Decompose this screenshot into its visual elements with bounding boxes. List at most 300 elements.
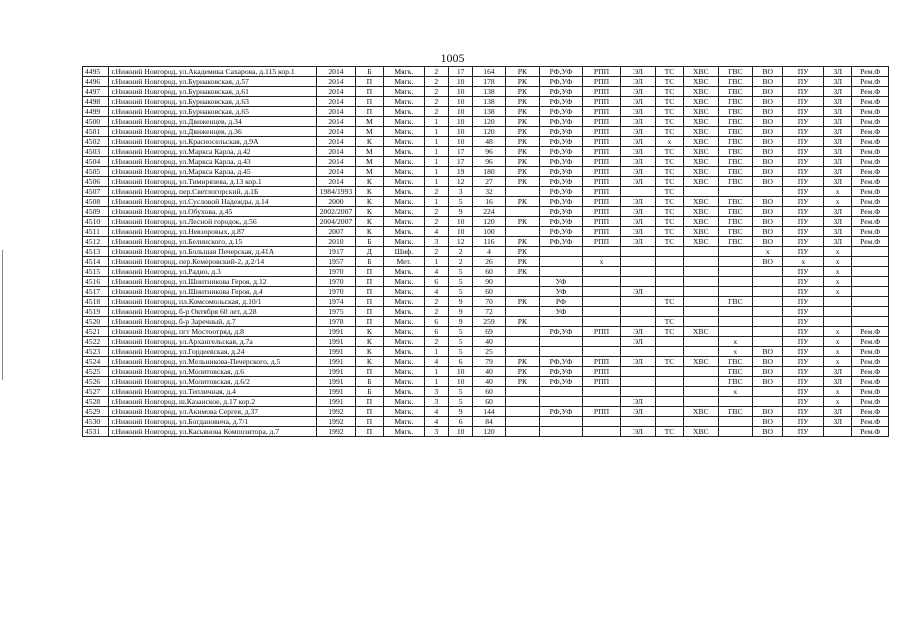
cell-wall-type: П [355, 87, 383, 97]
cell-gvs: ГВС [718, 237, 752, 247]
cell-build-year: 1991 [317, 337, 356, 347]
table-row [83, 197, 889, 207]
cell-rem-f: Рем.Ф [852, 347, 889, 357]
cell-address: г.Нижний Новгород, ул.Маркса Карла, д.43 [109, 157, 317, 167]
cell-ts [655, 397, 683, 407]
cell-row-number: 4500 [83, 117, 109, 127]
cell-ts: ТС [655, 117, 683, 127]
cell-hvs: ХВС [684, 227, 718, 237]
table-row [83, 97, 889, 107]
cell-entrances: 3 [424, 397, 448, 407]
cell-apartments: 224 [473, 207, 505, 217]
cell-address: г.Нижний Новгород, ул.Акимова Сергея, д.37 [109, 407, 317, 417]
cell-wall-type: П [355, 277, 383, 287]
cell-hvs [684, 367, 718, 377]
cell-gvs: ГВС [718, 407, 752, 417]
cell-gvs: ГВС [718, 117, 752, 127]
cell-ts: ТС [655, 297, 683, 307]
cell-wall-type: М [355, 157, 383, 167]
table-row [83, 227, 889, 237]
cell-rf-uf: РФ,УФ [540, 147, 583, 157]
cell-zl: х [824, 387, 852, 397]
cell-hvs: ХВС [684, 137, 718, 147]
cell-gvs: х [718, 337, 752, 347]
cell-floors: 10 [448, 117, 472, 127]
cell-address: г.Нижний Новгород, ул.Бурнаковская, д.65 [109, 107, 317, 117]
cell-ts: ТС [655, 207, 683, 217]
cell-wall-type: К [355, 197, 383, 207]
cell-address: г.Нижний Новгород, ул.Бурнаковская, д.63 [109, 97, 317, 107]
cell-gvs: ГВС [718, 167, 752, 177]
table-row [83, 427, 889, 437]
cell-rk: РК [505, 157, 539, 167]
cell-rk: РК [505, 257, 539, 267]
cell-roof-type: Мягк. [384, 127, 425, 137]
cell-roof-type: Мягк. [384, 237, 425, 247]
cell-roof-type: Мягк. [384, 317, 425, 327]
cell-rpp: РПП [582, 167, 621, 177]
cell-build-year: 2010 [317, 237, 356, 247]
cell-address: г.Нижний Новгород, ул.Бурнаковская, д.57 [109, 77, 317, 87]
cell-entrances: 1 [424, 347, 448, 357]
cell-wall-type: К [355, 327, 383, 337]
cell-el: ЭЛ [621, 357, 655, 367]
cell-wall-type: П [355, 307, 383, 317]
cell-rk: РК [505, 367, 539, 377]
cell-rk [505, 387, 539, 397]
cell-gvs: ГВС [718, 77, 752, 87]
cell-rk [505, 337, 539, 347]
cell-address: г.Нижний Новгород, ул.Академика Сахарова, д.115 кор.1 [109, 67, 317, 77]
cell-wall-type: П [355, 297, 383, 307]
cell-entrances: 1 [424, 257, 448, 267]
cell-apartments: 26 [473, 257, 505, 267]
cell-floors: 17 [448, 67, 472, 77]
cell-rpp: РПП [582, 137, 621, 147]
cell-apartments: 96 [473, 157, 505, 167]
cell-rem-f [852, 257, 889, 267]
cell-pu: ПУ [783, 97, 824, 107]
cell-gvs [718, 427, 752, 437]
cell-wall-type: К [355, 337, 383, 347]
cell-row-number: 4506 [83, 177, 109, 187]
cell-row-number: 4525 [83, 367, 109, 377]
cell-floors: 10 [448, 217, 472, 227]
table-row [83, 157, 889, 167]
cell-floors: 5 [448, 337, 472, 347]
table-row [83, 257, 889, 267]
cell-entrances: 1 [424, 177, 448, 187]
cell-rpp: РПП [582, 117, 621, 127]
cell-el [621, 187, 655, 197]
cell-pu: ПУ [783, 177, 824, 187]
cell-rf-uf: РФ,УФ [540, 177, 583, 187]
cell-rf-uf: РФ,УФ [540, 87, 583, 97]
cell-hvs [684, 307, 718, 317]
cell-zl [824, 307, 852, 317]
cell-rk [505, 277, 539, 287]
cell-wall-type: П [355, 367, 383, 377]
cell-vo [753, 307, 783, 317]
cell-hvs: ХВС [684, 157, 718, 167]
cell-rf-uf: РФ,УФ [540, 197, 583, 207]
cell-apartments: 84 [473, 417, 505, 427]
cell-rpp: РПП [582, 217, 621, 227]
cell-hvs: ХВС [684, 237, 718, 247]
cell-build-year: 1991 [317, 387, 356, 397]
cell-wall-type: К [355, 187, 383, 197]
cell-rpp [582, 267, 621, 277]
cell-rpp: РПП [582, 367, 621, 377]
cell-rf-uf: РФ [540, 297, 583, 307]
cell-rf-uf: РФ,УФ [540, 377, 583, 387]
cell-wall-type: Б [355, 377, 383, 387]
cell-wall-type: П [355, 107, 383, 117]
cell-rpp [582, 297, 621, 307]
cell-address: г.Нижний Новгород, ул.Белинского, д.15 [109, 237, 317, 247]
cell-address: г.Нижний Новгород, ул.Молитовская, д.6 [109, 367, 317, 377]
cell-vo [753, 317, 783, 327]
cell-rk: РК [505, 377, 539, 387]
cell-ts [655, 307, 683, 317]
cell-vo: ВО [753, 107, 783, 117]
cell-wall-type: К [355, 137, 383, 147]
cell-rem-f [852, 277, 889, 287]
cell-rem-f: Рем.Ф [852, 207, 889, 217]
cell-el [621, 277, 655, 287]
cell-wall-type: П [355, 427, 383, 437]
cell-el: ЭЛ [621, 427, 655, 437]
cell-row-number: 4529 [83, 407, 109, 417]
cell-el: ЭЛ [621, 97, 655, 107]
cell-rem-f: Рем.Ф [852, 377, 889, 387]
cell-roof-type: Мягк. [384, 427, 425, 437]
cell-apartments: 48 [473, 137, 505, 147]
cell-rpp: РПП [582, 157, 621, 167]
cell-gvs [718, 397, 752, 407]
cell-rk: РК [505, 247, 539, 257]
cell-roof-type: Мягк. [384, 367, 425, 377]
cell-zl: ЗЛ [824, 97, 852, 107]
cell-zl: х [824, 397, 852, 407]
cell-zl: ЗЛ [824, 157, 852, 167]
cell-pu: ПУ [783, 187, 824, 197]
cell-zl: ЗЛ [824, 127, 852, 137]
cell-hvs [684, 297, 718, 307]
cell-apartments: 180 [473, 167, 505, 177]
cell-ts: ТС [655, 177, 683, 187]
table-row [83, 417, 889, 427]
cell-el: ЭЛ [621, 407, 655, 417]
cell-rk: РК [505, 177, 539, 187]
cell-rf-uf [540, 427, 583, 437]
cell-build-year: 1917 [317, 247, 356, 257]
cell-build-year: 2014 [317, 117, 356, 127]
cell-roof-type: Мягк. [384, 167, 425, 177]
cell-entrances: 2 [424, 67, 448, 77]
cell-el [621, 367, 655, 377]
cell-vo: ВО [753, 377, 783, 387]
cell-apartments: 116 [473, 237, 505, 247]
cell-address: г.Нижний Новгород, ул.Маркса Карла, д.42 [109, 147, 317, 157]
cell-rem-f [852, 287, 889, 297]
cell-floors: 9 [448, 317, 472, 327]
cell-pu: ПУ [783, 107, 824, 117]
cell-rpp [582, 417, 621, 427]
cell-el: ЭЛ [621, 127, 655, 137]
cell-floors: 10 [448, 97, 472, 107]
cell-entrances: 1 [424, 367, 448, 377]
cell-vo: ВО [753, 197, 783, 207]
cell-el [621, 307, 655, 317]
cell-row-number: 4514 [83, 257, 109, 267]
cell-pu: ПУ [783, 307, 824, 317]
cell-rpp [582, 287, 621, 297]
cell-build-year: 2014 [317, 77, 356, 87]
cell-wall-type: Б [355, 67, 383, 77]
cell-row-number: 4501 [83, 127, 109, 137]
cell-apartments: 72 [473, 307, 505, 317]
cell-hvs: ХВС [684, 107, 718, 117]
cell-floors: 9 [448, 307, 472, 317]
cell-el: ЭЛ [621, 147, 655, 157]
cell-rem-f [852, 317, 889, 327]
cell-rk [505, 427, 539, 437]
cell-hvs: ХВС [684, 217, 718, 227]
cell-rem-f: Рем.Ф [852, 117, 889, 127]
cell-rem-f: Рем.Ф [852, 327, 889, 337]
cell-gvs: ГВС [718, 67, 752, 77]
cell-rem-f [852, 267, 889, 277]
cell-floors: 19 [448, 167, 472, 177]
cell-entrances: 3 [424, 427, 448, 437]
cell-rpp: х [582, 257, 621, 267]
cell-rf-uf [540, 337, 583, 347]
cell-vo: ВО [753, 127, 783, 137]
cell-wall-type: П [355, 417, 383, 427]
cell-gvs [718, 287, 752, 297]
cell-gvs [718, 317, 752, 327]
cell-wall-type: Б [355, 237, 383, 247]
cell-entrances: 4 [424, 357, 448, 367]
cell-rem-f: Рем.Ф [852, 397, 889, 407]
cell-pu: ПУ [783, 287, 824, 297]
cell-rk [505, 327, 539, 337]
cell-rk: РК [505, 97, 539, 107]
cell-rpp [582, 387, 621, 397]
cell-pu: ПУ [783, 227, 824, 237]
cell-rpp [582, 347, 621, 357]
cell-build-year: 2004/2007 [317, 217, 356, 227]
cell-entrances: 4 [424, 417, 448, 427]
cell-vo [753, 397, 783, 407]
cell-zl: ЗЛ [824, 217, 852, 227]
cell-build-year: 1984/1993 [317, 187, 356, 197]
cell-rem-f: Рем.Ф [852, 137, 889, 147]
cell-rf-uf [540, 417, 583, 427]
cell-hvs [684, 247, 718, 257]
cell-el: ЭЛ [621, 287, 655, 297]
cell-vo: ВО [753, 237, 783, 247]
cell-build-year: 1970 [317, 267, 356, 277]
cell-gvs: ГВС [718, 137, 752, 147]
cell-rpp [582, 277, 621, 287]
cell-el: ЭЛ [621, 397, 655, 407]
cell-roof-type: Мягк. [384, 87, 425, 97]
cell-gvs [718, 327, 752, 337]
cell-apartments: 138 [473, 107, 505, 117]
cell-entrances: 3 [424, 387, 448, 397]
cell-roof-type: Мягк. [384, 387, 425, 397]
cell-ts: ТС [655, 147, 683, 157]
cell-roof-type: Мягк. [384, 277, 425, 287]
cell-roof-type: Мягк. [384, 307, 425, 317]
cell-el [621, 267, 655, 277]
cell-apartments: 164 [473, 67, 505, 77]
housing-register-table [82, 66, 889, 437]
cell-el: ЭЛ [621, 157, 655, 167]
cell-floors: 12 [448, 237, 472, 247]
cell-rk [505, 287, 539, 297]
cell-ts: ТС [655, 427, 683, 437]
cell-rf-uf: РФ,УФ [540, 227, 583, 237]
cell-roof-type: Мягк. [384, 137, 425, 147]
cell-roof-type: Шиф. [384, 247, 425, 257]
table-row [83, 77, 889, 87]
cell-el [621, 377, 655, 387]
cell-row-number: 4495 [83, 67, 109, 77]
cell-zl: х [824, 277, 852, 287]
cell-wall-type: К [355, 217, 383, 227]
cell-address: г.Нижний Новгород, ул.Шнитникова Героя, д.4 [109, 287, 317, 297]
cell-gvs [718, 417, 752, 427]
cell-rf-uf: РФ,УФ [540, 217, 583, 227]
cell-rem-f: Рем.Ф [852, 67, 889, 77]
cell-ts: ТС [655, 217, 683, 227]
cell-entrances: 4 [424, 287, 448, 297]
cell-rpp: РПП [582, 107, 621, 117]
cell-rk: РК [505, 317, 539, 327]
cell-roof-type: Мягк. [384, 377, 425, 387]
cell-ts [655, 337, 683, 347]
cell-pu: ПУ [783, 197, 824, 207]
cell-address: г.Нижний Новгород, б-р Октября 60 лет, д.28 [109, 307, 317, 317]
cell-rk: РК [505, 137, 539, 147]
cell-entrances: 1 [424, 197, 448, 207]
cell-roof-type: Мягк. [384, 297, 425, 307]
cell-address: г.Нижний Новгород, б-р Заречный, д.7 [109, 317, 317, 327]
cell-rem-f: Рем.Ф [852, 147, 889, 157]
cell-vo: ВО [753, 417, 783, 427]
cell-vo: ВО [753, 227, 783, 237]
cell-hvs: ХВС [684, 117, 718, 127]
cell-roof-type: Мягк. [384, 117, 425, 127]
cell-entrances: 4 [424, 267, 448, 277]
cell-rem-f: Рем.Ф [852, 427, 889, 437]
cell-pu: ПУ [783, 347, 824, 357]
cell-build-year: 1991 [317, 357, 356, 367]
cell-build-year: 2014 [317, 167, 356, 177]
cell-gvs: ГВС [718, 297, 752, 307]
cell-row-number: 4513 [83, 247, 109, 257]
cell-roof-type: Мягк. [384, 67, 425, 77]
table-row [83, 87, 889, 97]
cell-rf-uf: РФ,УФ [540, 407, 583, 417]
cell-rf-uf: РФ,УФ [540, 97, 583, 107]
cell-gvs: х [718, 387, 752, 397]
cell-rem-f: Рем.Ф [852, 97, 889, 107]
cell-rpp: РПП [582, 127, 621, 137]
table-row [83, 377, 889, 387]
cell-rpp: РПП [582, 377, 621, 387]
cell-address: г.Нижний Новгород, ул.Радио, д.3 [109, 267, 317, 277]
cell-entrances: 2 [424, 187, 448, 197]
cell-rpp: РПП [582, 67, 621, 77]
cell-pu: ПУ [783, 417, 824, 427]
cell-build-year: 1978 [317, 317, 356, 327]
cell-apartments: 60 [473, 287, 505, 297]
cell-hvs [684, 317, 718, 327]
table-row [83, 187, 889, 197]
cell-hvs [684, 187, 718, 197]
cell-vo [753, 387, 783, 397]
cell-rem-f: Рем.Ф [852, 367, 889, 377]
cell-rf-uf [540, 317, 583, 327]
cell-gvs: ГВС [718, 357, 752, 367]
cell-row-number: 4503 [83, 147, 109, 157]
cell-pu: ПУ [783, 377, 824, 387]
cell-roof-type: Мягк. [384, 187, 425, 197]
cell-build-year: 1957 [317, 257, 356, 267]
cell-floors: 2 [448, 257, 472, 267]
cell-vo: ВО [753, 97, 783, 107]
cell-gvs: ГВС [718, 217, 752, 227]
cell-build-year: 2000 [317, 197, 356, 207]
cell-entrances: 2 [424, 217, 448, 227]
cell-rem-f: Рем.Ф [852, 387, 889, 397]
cell-ts: ТС [655, 237, 683, 247]
cell-build-year: 1991 [317, 397, 356, 407]
cell-rpp: РПП [582, 407, 621, 417]
cell-apartments: 60 [473, 387, 505, 397]
cell-apartments: 40 [473, 337, 505, 347]
cell-entrances: 2 [424, 297, 448, 307]
cell-el: ЭЛ [621, 197, 655, 207]
cell-ts: ТС [655, 67, 683, 77]
cell-address: г.Нижний Новгород, ул.Обухова, д.45 [109, 207, 317, 217]
cell-rf-uf [540, 267, 583, 277]
cell-ts [655, 407, 683, 417]
cell-wall-type: М [355, 147, 383, 157]
cell-wall-type: К [355, 207, 383, 217]
cell-floors: 3 [448, 187, 472, 197]
cell-hvs [684, 347, 718, 357]
cell-roof-type: Мягк. [384, 197, 425, 207]
cell-address: г.Нижний Новгород, ул.Невзоровых, д.87 [109, 227, 317, 237]
cell-floors: 5 [448, 397, 472, 407]
cell-rf-uf: РФ,УФ [540, 107, 583, 117]
cell-rpp: РПП [582, 197, 621, 207]
cell-vo: ВО [753, 137, 783, 147]
cell-pu: ПУ [783, 67, 824, 77]
cell-address: г.Нижний Новгород, ул.Мельникова-Печерского, д.5 [109, 357, 317, 367]
cell-build-year: 1991 [317, 327, 356, 337]
cell-wall-type: П [355, 397, 383, 407]
cell-rpp [582, 307, 621, 317]
cell-pu: х [783, 257, 824, 267]
cell-entrances: 1 [424, 147, 448, 157]
cell-floors: 10 [448, 107, 472, 117]
